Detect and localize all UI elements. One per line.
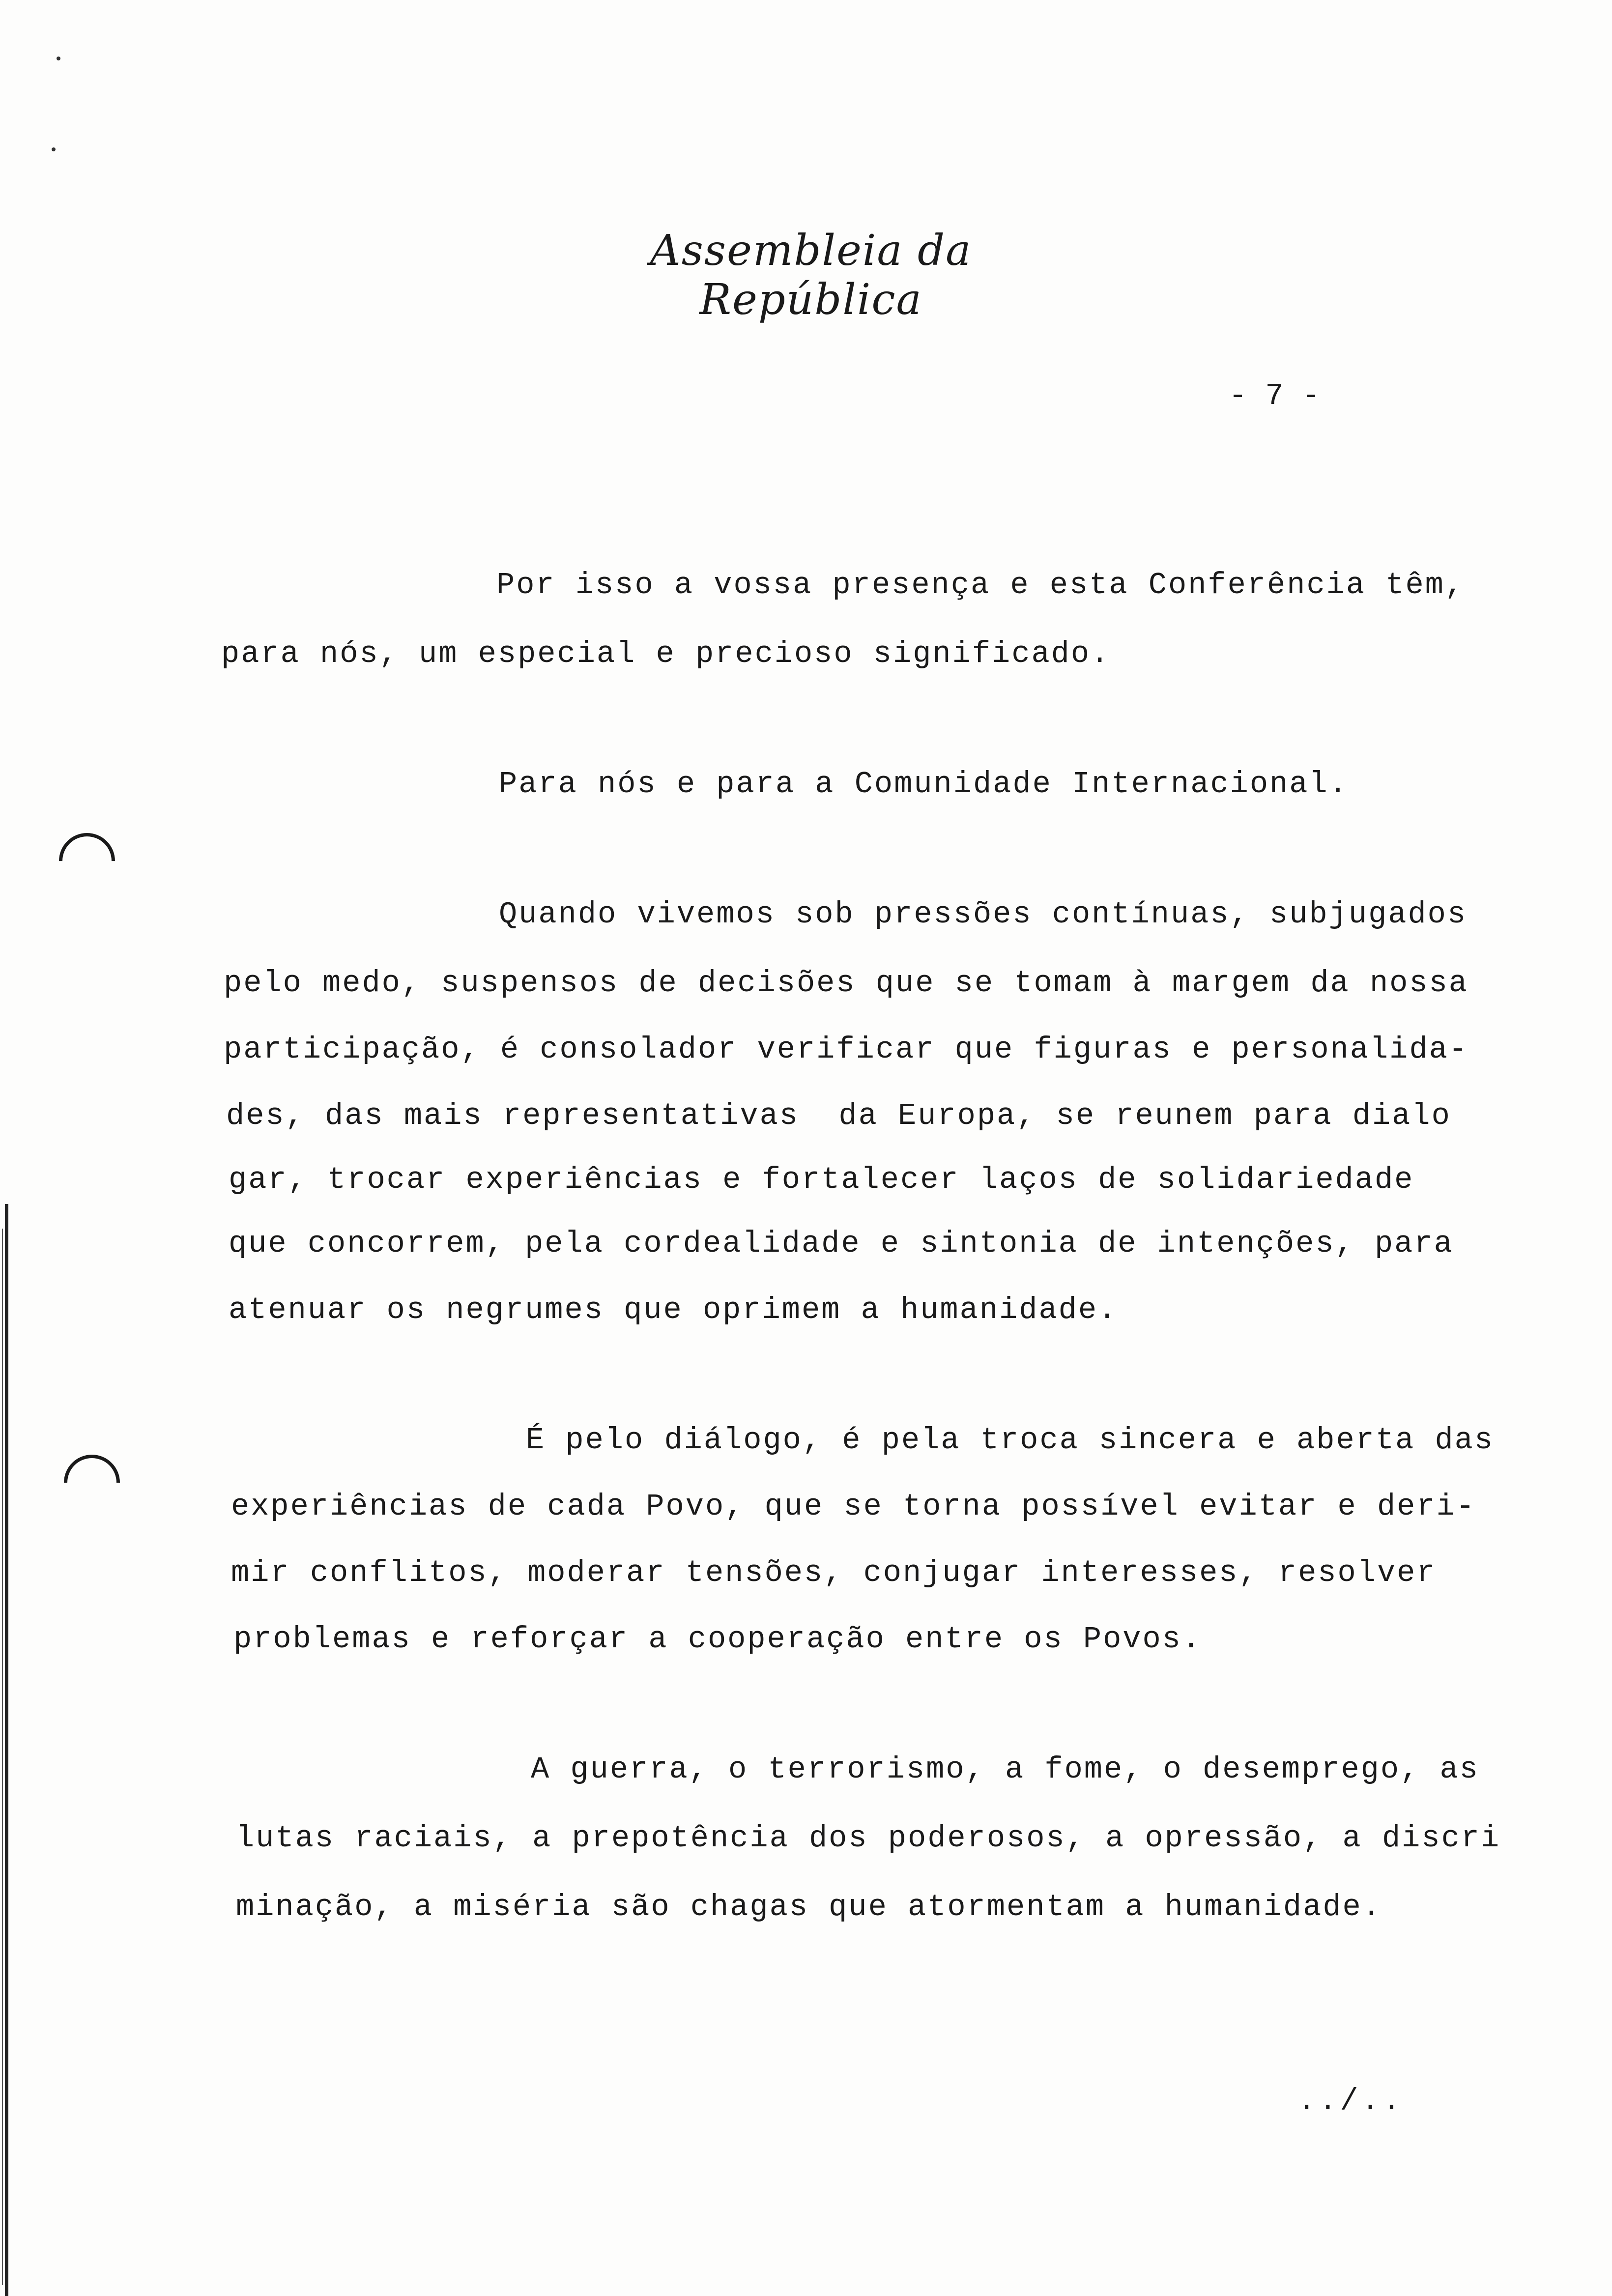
paragraph-3-line-7: atenuar os negrumes que oprimem a humanidade.	[229, 1292, 1118, 1327]
paragraph-5-line-2: lutas raciais, a prepotência dos poderosos, a opressão, a discri	[236, 1821, 1501, 1856]
paragraph-5-line-1: A guerra, o terrorismo, a fome, o desemprego, as	[531, 1752, 1479, 1787]
scan-speck	[52, 147, 56, 151]
paragraph-3-line-5: gar, trocar experiências e fortalecer laços de solidariedade	[229, 1162, 1414, 1197]
paragraph-3-line-6: que concorrem, pela cordealidade e sintonia de intenções, para	[229, 1226, 1454, 1261]
paragraph-3-line-1: Quando vivemos sob pressões contínuas, subjugados	[499, 897, 1468, 932]
institution-letterhead: Assembleia da República	[650, 226, 972, 324]
binding-edge-line-thin	[2, 1229, 3, 2285]
paragraph-1-line-1: Por isso a vossa presença e esta Conferência têm,	[496, 568, 1465, 603]
scan-speck	[57, 57, 60, 60]
paragraph-5-line-3: minação, a miséria são chagas que atormentam a humanidade.	[236, 1890, 1382, 1924]
paragraph-2-line-1: Para nós e para a Comunidade Internacional.	[499, 767, 1349, 802]
paragraph-4-line-2: experiências de cada Povo, que se torna possível evitar e deri-	[231, 1489, 1476, 1524]
continuation-mark: ../..	[1297, 2084, 1404, 2119]
paragraph-3-line-2: pelo medo, suspensos de decisões que se tomam à margem da nossa	[224, 966, 1468, 1001]
paragraph-3-line-3: participação, é consolador verificar que figuras e personalida-	[224, 1032, 1468, 1067]
punch-hole-mark-bottom	[52, 1443, 131, 1522]
page-number: - 7 -	[1229, 378, 1321, 413]
paragraph-4-line-3: mir conflitos, moderar tensões, conjugar interesses, resolver	[231, 1555, 1437, 1590]
paragraph-1-line-2: para nós, um especial e precioso significado.	[221, 636, 1111, 671]
punch-hole-mark-top	[47, 821, 126, 900]
paragraph-3-line-4: des, das mais representativas da Europa, se reunem para dialo	[226, 1098, 1451, 1133]
paragraph-4-line-1: É pelo diálogo, é pela troca sincera e aberta das	[526, 1423, 1495, 1458]
binding-edge-line	[5, 1204, 8, 2296]
paragraph-4-line-4: problemas e reforçar a cooperação entre os Povos.	[233, 1622, 1202, 1657]
